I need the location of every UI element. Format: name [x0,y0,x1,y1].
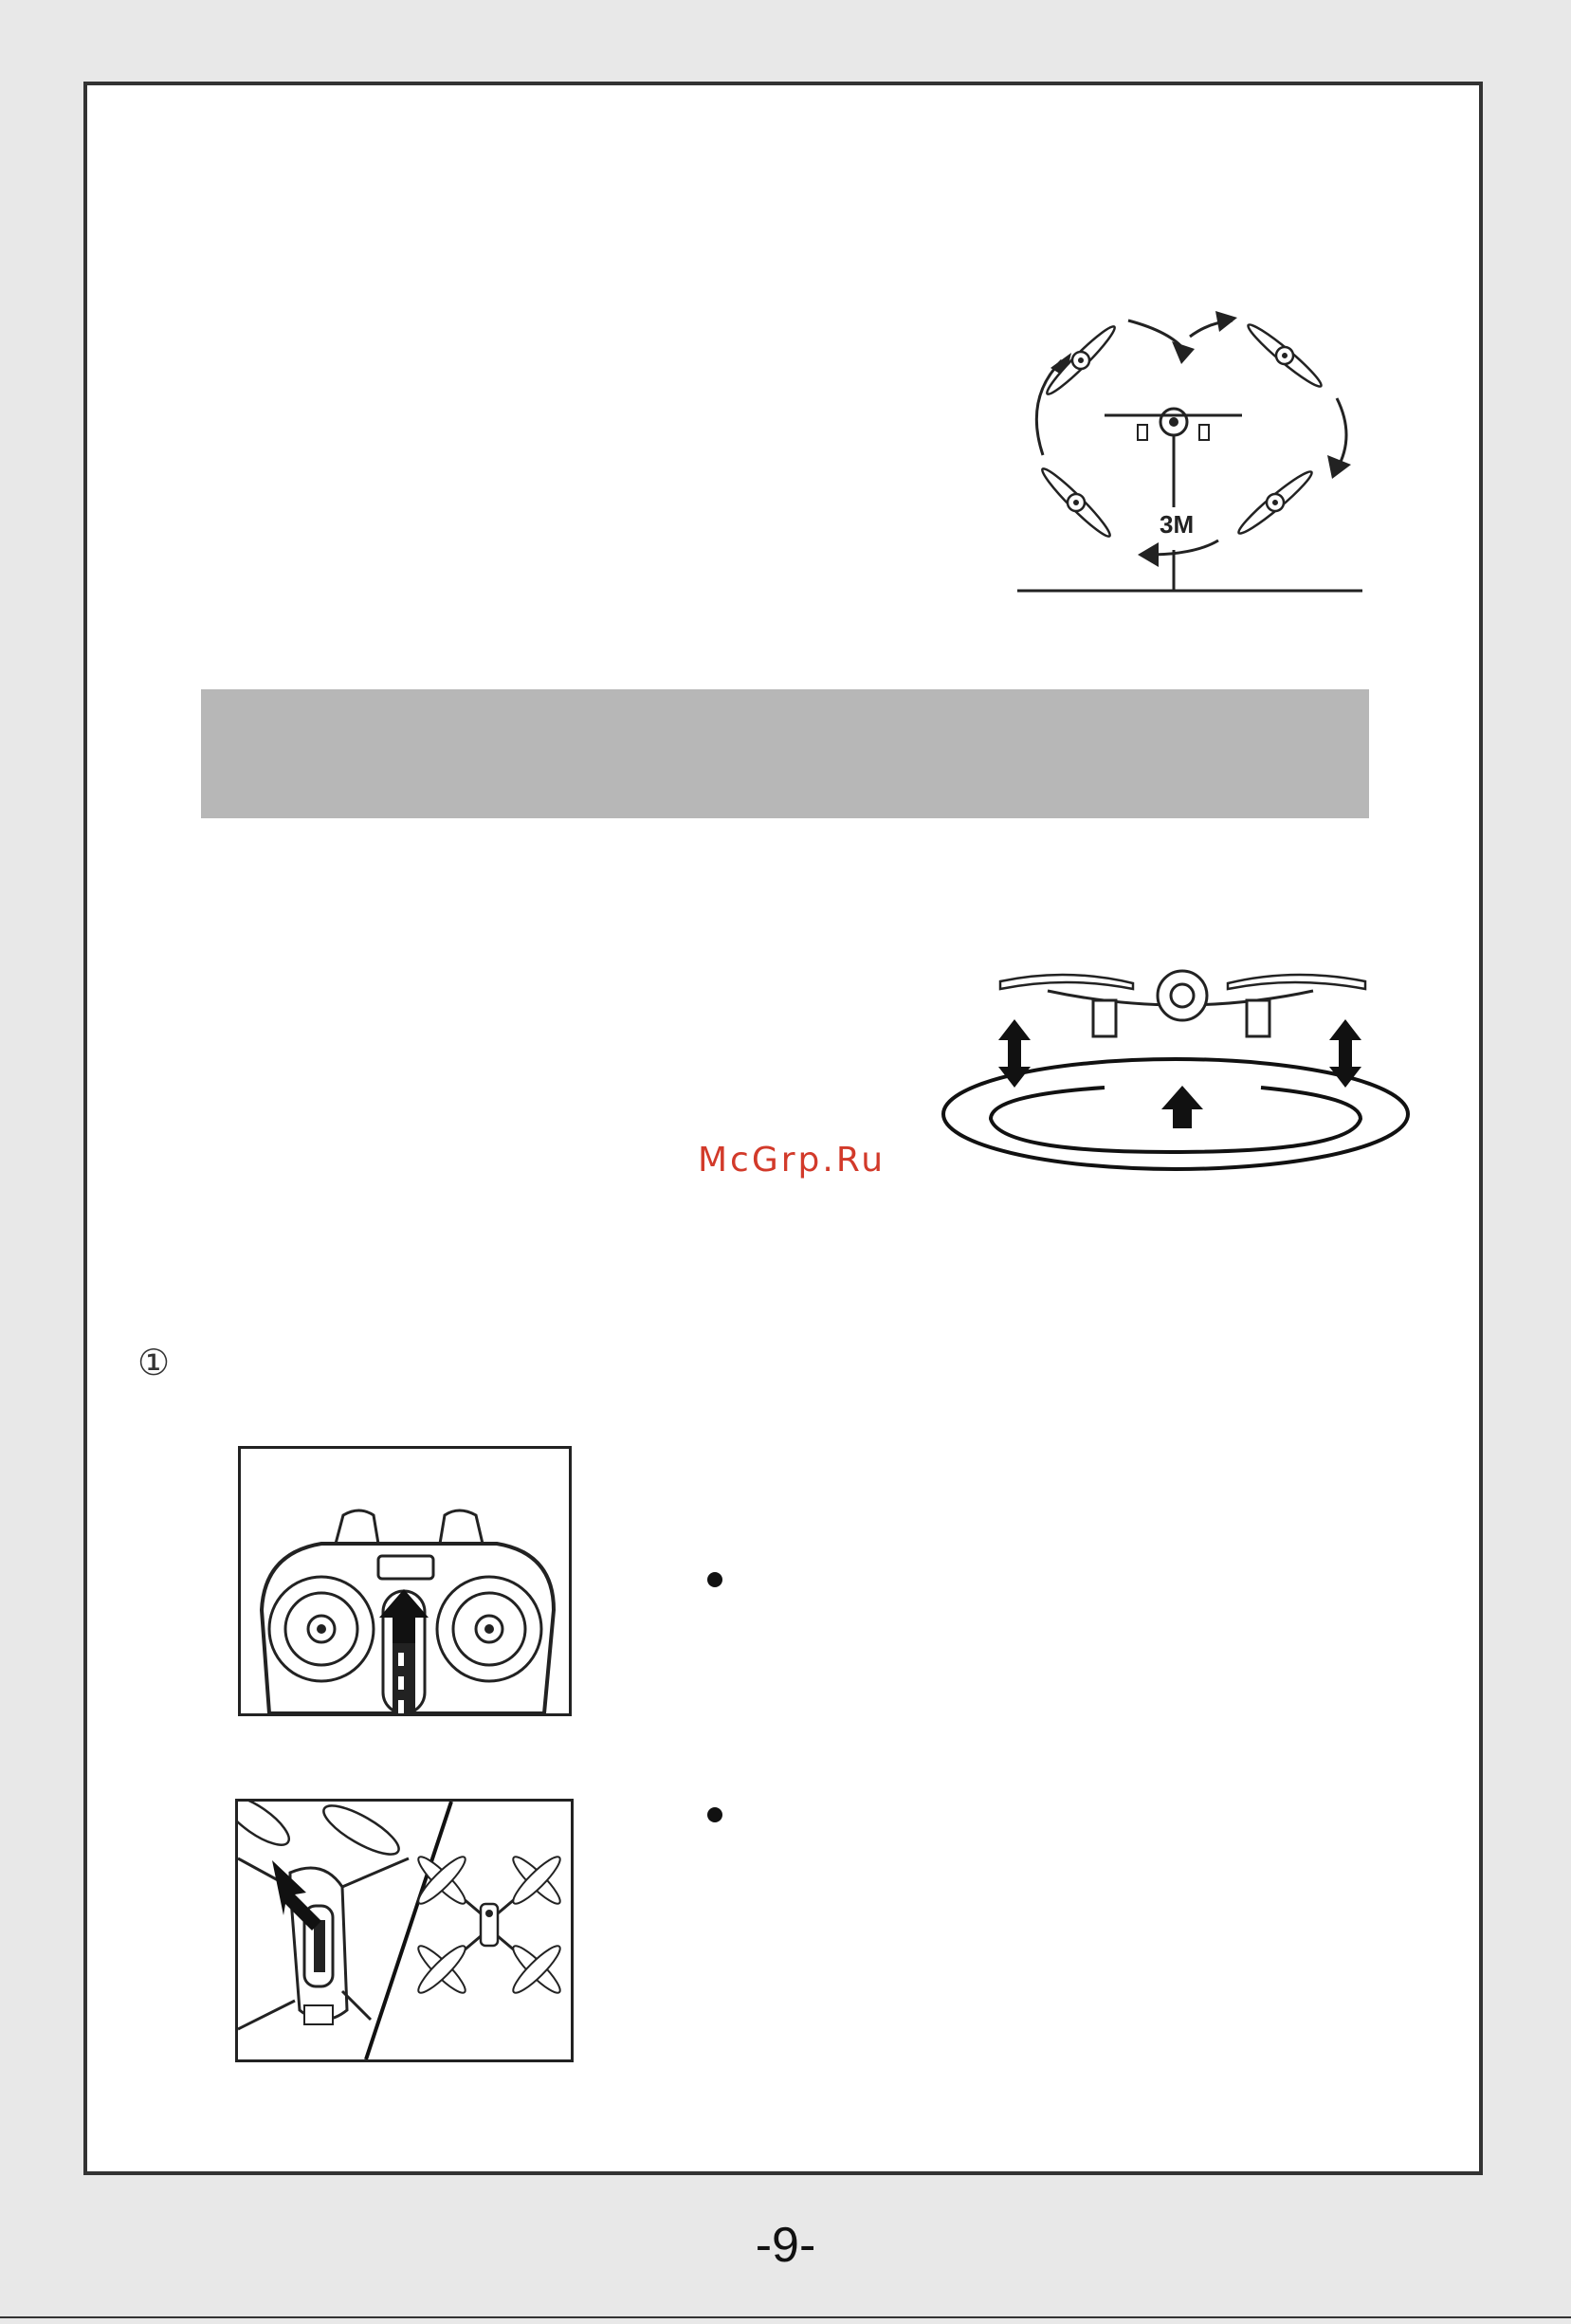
controller-power-icon [241,1449,569,1713]
controller-power-box [238,1446,572,1716]
watermark: McGrp.Ru [698,1141,886,1180]
section-header-band [201,689,1369,818]
hover-circle-icon [1000,971,1365,1036]
drone-flip-icon [1105,409,1242,440]
height-label: 3M [1160,510,1195,539]
bullet-1 [707,1572,722,1587]
drone-power-box [235,1799,574,2062]
bottom-rule [0,2316,1571,2318]
bullet-2 [707,1807,722,1822]
drone-power-icon [238,1802,571,2059]
drone-flip-figure [1005,294,1384,607]
drone-hover-figure [934,962,1427,1176]
page-number: -9- [755,2218,816,2273]
step-marker: ① [137,1342,171,1383]
